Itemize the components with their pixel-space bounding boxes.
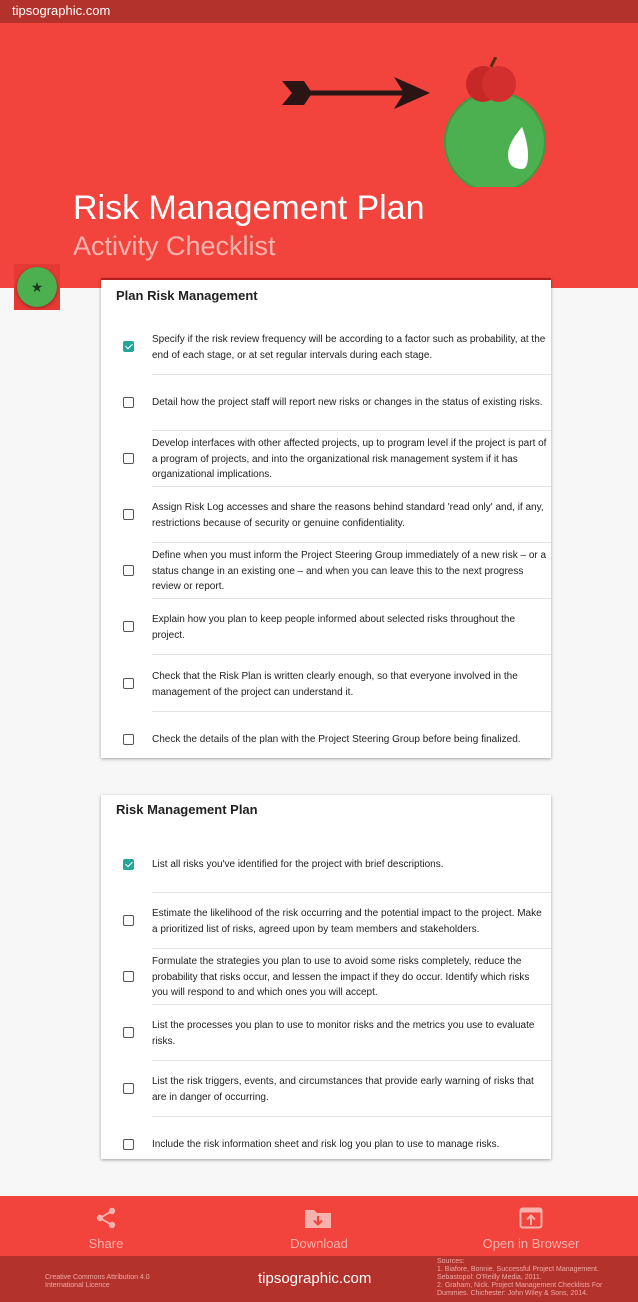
star-icon: ★ [17, 267, 57, 307]
share-label: Share [88, 1236, 124, 1251]
checklist-item[interactable] [101, 1117, 551, 1173]
checkbox[interactable] [123, 734, 134, 745]
open-in-browser-label: Open in Browser [482, 1236, 580, 1251]
checklist-item-text: Define when you must inform the Project Steering Group immediately of a new risk – or a status change in an existing one – and when you can leave this to the next progress review or report. [152, 550, 547, 592]
footer [0, 1256, 638, 1302]
licence-text: Creative Commons Attribution 4.0 International Licence [45, 1274, 150, 1289]
checklist-item[interactable] [101, 431, 551, 487]
page-subtitle: Activity Checklist [73, 231, 276, 261]
checklist-item-text: Explain how you plan to keep people informed about selected risks throughout the project. [152, 614, 516, 641]
checkbox[interactable] [123, 1139, 134, 1150]
checkbox[interactable] [123, 397, 134, 408]
checklist-item[interactable] [101, 656, 551, 712]
checklist-item[interactable] [101, 837, 551, 893]
download-label: Download [290, 1236, 348, 1251]
checklist-item[interactable] [101, 319, 551, 375]
checklist-item-text: Assign Risk Log accesses and share the reasons behind standard 'read only' and, if any, restrictions because of security or genuine confidentiality. [152, 502, 544, 529]
section-title: Risk Management Plan [116, 802, 258, 817]
checklist-item[interactable] [101, 543, 551, 599]
checkbox[interactable] [123, 509, 134, 520]
page-title: Risk Management Plan [73, 189, 425, 227]
top-bar [0, 0, 638, 23]
checklist-item[interactable] [101, 712, 551, 768]
checklist-item-text: List the processes you plan to use to monitor risks and the metrics you use to evaluate risks. [152, 1020, 535, 1047]
checklist-item-text: Check the details of the plan with the Project Steering Group before being finalized. [152, 734, 521, 745]
checklist-item[interactable] [101, 1061, 551, 1117]
checkbox[interactable] [123, 341, 134, 352]
checkbox[interactable] [123, 565, 134, 576]
checklist-item-text: Formulate the strategies you plan to use to avoid some risks completely, reduce the probability that risks occur, and lessen the impact if they do occur. Identify which risks you will respond to and which ones you will accept. [152, 956, 530, 998]
checklist-item[interactable] [101, 893, 551, 949]
checklist-item[interactable] [101, 599, 551, 655]
open-in-browser-button[interactable] [471, 1196, 591, 1256]
checkbox[interactable] [123, 678, 134, 689]
sources-text: Sources: 1. Biafore, Bonnie. Successful Project Management. Sebastopol: O'Reilly Media, 2011. 2. Graham, Nick. Project Management Checklists For Dummies. Chichester: John Wiley & Sons, 2014. [437, 1258, 603, 1297]
checklist-card-risk-management-plan [101, 795, 551, 1159]
download-folder-icon [304, 1207, 332, 1229]
arrow-icon [282, 75, 432, 111]
checklist-item-text: Detail how the project staff will report new risks or changes in the status of existing risks. [152, 397, 543, 408]
share-icon [95, 1207, 117, 1229]
footer-site-link[interactable]: tipsographic.com [258, 1270, 372, 1287]
checklist-item-text: List all risks you've identified for the project with brief descriptions. [152, 859, 444, 870]
checklist-item-text: Develop interfaces with other affected projects, up to program level if the project is part of a program of projects, and into the organizational risk management system if it has organizational implications. [152, 438, 547, 480]
open-in-browser-icon [519, 1207, 543, 1229]
checkbox[interactable] [123, 915, 134, 926]
checklist-item[interactable] [101, 375, 551, 431]
divider [152, 654, 551, 655]
apple-icon [438, 57, 558, 187]
hero-header [0, 23, 638, 288]
checklist-item-text: Check that the Risk Plan is written clearly enough, so that everyone involved in the management of the project can understand it. [152, 671, 518, 698]
checkbox[interactable] [123, 971, 134, 982]
checkbox[interactable] [123, 453, 134, 464]
favorite-button[interactable] [14, 264, 60, 310]
checklist-item-text: Include the risk information sheet and risk log you plan to use to manage risks. [152, 1139, 500, 1150]
checkbox[interactable] [123, 621, 134, 632]
site-name[interactable]: tipsographic.com [12, 3, 111, 18]
checklist-item-text: Specify if the risk review frequency will be according to a factor such as probability, at the end of each stage, or at set regular intervals during each stage. [152, 334, 546, 361]
checkbox[interactable] [123, 1027, 134, 1038]
checklist-item[interactable] [101, 949, 551, 1005]
checklist-card-plan-risk-management [101, 278, 551, 758]
checklist-item[interactable] [101, 487, 551, 543]
checklist-item-text: List the risk triggers, events, and circumstances that provide early warning of risks that are in danger of occurring. [152, 1076, 534, 1103]
checklist-item[interactable] [101, 1005, 551, 1061]
checklist-item-text: Estimate the likelihood of the risk occurring and the potential impact to the project. Make a prioritized list of risks, agreed upon by team members and stakeholders. [152, 908, 542, 935]
checkbox[interactable] [123, 1083, 134, 1094]
download-button[interactable] [259, 1196, 379, 1256]
section-title: Plan Risk Management [116, 288, 258, 303]
share-button[interactable] [46, 1196, 166, 1256]
bottom-action-bar [0, 1196, 638, 1256]
checkbox[interactable] [123, 859, 134, 870]
